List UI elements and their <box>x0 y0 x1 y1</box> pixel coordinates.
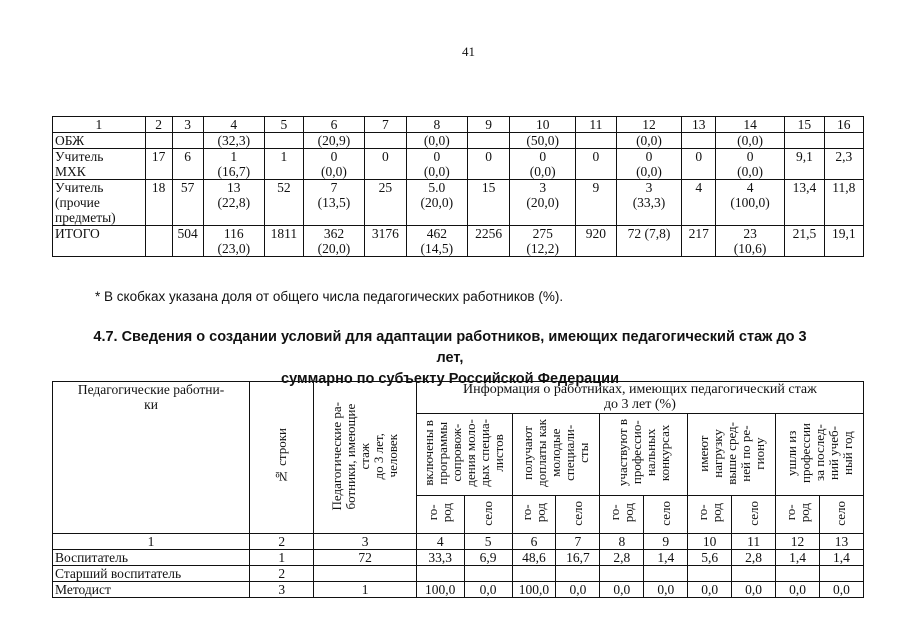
table1-cell: 0 <box>467 149 509 180</box>
table1-cell <box>145 133 172 149</box>
header-sub-label: го- род <box>425 503 455 523</box>
table1-cell: 116 (23,0) <box>203 226 264 257</box>
table1-row <box>53 180 864 226</box>
header-group-label: получают доплаты как молодые специали- сты <box>519 419 591 487</box>
table1-cell <box>576 133 617 149</box>
table1-header-cell: 13 <box>682 117 716 133</box>
table1-cell: 275 (12,2) <box>510 226 576 257</box>
table2-cell: 0,0 <box>732 582 776 598</box>
table2-cell: 0,0 <box>556 582 600 598</box>
column-number: 11 <box>732 534 776 550</box>
table2-cell: 0,0 <box>819 582 863 598</box>
footnote: * В скобках указана доля от общего числа педагогических работников (%). <box>95 289 564 304</box>
column-number: 7 <box>556 534 600 550</box>
table2-cell: 2 <box>250 566 314 582</box>
table1-header-cell: 16 <box>824 117 863 133</box>
table1-cell: 0 (0,0) <box>303 149 364 180</box>
header-sub-label: село <box>569 500 585 526</box>
table2-cell: 0,0 <box>776 582 820 598</box>
table1-cell: 72 (7,8) <box>616 226 682 257</box>
table1-cell: 21,5 <box>785 226 824 257</box>
table2-cell: 0,0 <box>464 582 512 598</box>
table1-cell <box>785 133 824 149</box>
header-info: Информация о работниках, имеющих педагогический стаж до 3 лет (%) <box>416 382 863 414</box>
table1-cell: Учитель (прочие предметы) <box>53 180 146 226</box>
table2-row <box>53 566 864 582</box>
table1-header-cell: 1 <box>53 117 146 133</box>
table1-cell: 19,1 <box>824 226 863 257</box>
header-sub-village <box>644 496 688 534</box>
header-sub-label: го- род <box>518 503 548 523</box>
header-row-number: № строки <box>250 382 314 534</box>
table1-header-cell: 15 <box>785 117 824 133</box>
table2-cell <box>416 566 464 582</box>
header-group-label: включены в программы сопровож- дения моло- дых специа- листов <box>421 419 507 487</box>
header-sub-village <box>556 496 600 534</box>
table1-header-cell: 6 <box>303 117 364 133</box>
table1-cell: 7 (13,5) <box>303 180 364 226</box>
header-group-label: ушли из профессии за послед- ний учеб- ный год <box>783 423 855 483</box>
table1-row <box>53 133 864 149</box>
table1-cell: 0 <box>576 149 617 180</box>
column-number: 8 <box>600 534 644 550</box>
table2-cell <box>464 566 512 582</box>
table2-cell <box>512 566 556 582</box>
table1-header-cell: 12 <box>616 117 682 133</box>
adaptation-table <box>52 381 864 598</box>
table1-header-cell: 11 <box>576 117 617 133</box>
header-group-3 <box>600 414 688 496</box>
table1-cell: 2,3 <box>824 149 863 180</box>
header-sub-city <box>688 496 732 534</box>
column-number: 9 <box>644 534 688 550</box>
table1-header-cell: 7 <box>365 117 407 133</box>
table2-cell: 2,8 <box>732 550 776 566</box>
table2-cell <box>819 566 863 582</box>
table1-cell: 0 (0,0) <box>510 149 576 180</box>
header-sub-city <box>600 496 644 534</box>
header-sub-city <box>776 496 820 534</box>
table1-cell <box>145 226 172 257</box>
table1-header-row <box>53 117 864 133</box>
table1-cell: ОБЖ <box>53 133 146 149</box>
table1-cell: (20,9) <box>303 133 364 149</box>
table2-cell <box>644 566 688 582</box>
header-sub-village <box>819 496 863 534</box>
table2-row <box>53 550 864 566</box>
table1-cell <box>172 133 203 149</box>
column-number: 10 <box>688 534 732 550</box>
table1-cell: 57 <box>172 180 203 226</box>
table1-cell: Учитель МХК <box>53 149 146 180</box>
table2-cell <box>732 566 776 582</box>
table2-cell <box>600 566 644 582</box>
table1-cell: 13,4 <box>785 180 824 226</box>
table2-cell: 1 <box>250 550 314 566</box>
table1-cell: (0,0) <box>616 133 682 149</box>
table2-cell: Воспитатель <box>53 550 250 566</box>
header-sub-city <box>512 496 556 534</box>
table2-cell: Старший воспитатель <box>53 566 250 582</box>
header-sub-label: село <box>745 500 761 526</box>
table2-cell: 100,0 <box>416 582 464 598</box>
table2-cell: 6,9 <box>464 550 512 566</box>
page-number: 41 <box>462 44 475 59</box>
table1-cell: 504 <box>172 226 203 257</box>
header-sub-label: село <box>480 500 496 526</box>
header-group-label: имеют нагрузку выше сред- ней по ре- гиону <box>695 421 767 485</box>
header-sub-label: село <box>833 500 849 526</box>
table1-header-cell: 2 <box>145 117 172 133</box>
table1-cell: 1 (16,7) <box>203 149 264 180</box>
table2-cell: 0,0 <box>688 582 732 598</box>
table1-cell: 9,1 <box>785 149 824 180</box>
table1-cell: 17 <box>145 149 172 180</box>
table2-cell: 3 <box>250 582 314 598</box>
table1-cell: 11,8 <box>824 180 863 226</box>
column-number: 2 <box>250 534 314 550</box>
header-sub-label: село <box>657 500 673 526</box>
table1-cell: 25 <box>365 180 407 226</box>
table1-cell: 0 (0,0) <box>616 149 682 180</box>
header-workers: Педагогические работни- ки <box>53 382 250 534</box>
table1-cell: 13 (22,8) <box>203 180 264 226</box>
table1-cell: 2256 <box>467 226 509 257</box>
table1-header-cell: 4 <box>203 117 264 133</box>
table1-cell: 0 <box>365 149 407 180</box>
table2-cell: 48,6 <box>512 550 556 566</box>
staff-share-table <box>52 116 864 257</box>
column-number: 13 <box>819 534 863 550</box>
table2-cell: 0,0 <box>644 582 688 598</box>
table1-cell: 9 <box>576 180 617 226</box>
table2-cell: 100,0 <box>512 582 556 598</box>
column-number: 3 <box>314 534 417 550</box>
table1-cell: 462 (14,5) <box>406 226 467 257</box>
table1-header-cell: 14 <box>716 117 785 133</box>
table2-cell <box>556 566 600 582</box>
table1-cell <box>467 133 509 149</box>
table2-cell: 16,7 <box>556 550 600 566</box>
column-number: 12 <box>776 534 820 550</box>
table1-cell: (32,3) <box>203 133 264 149</box>
table1-cell: (50,0) <box>510 133 576 149</box>
table1-cell: 18 <box>145 180 172 226</box>
table1-cell <box>682 133 716 149</box>
table1-cell: 4 (100,0) <box>716 180 785 226</box>
table2-cell: 1,4 <box>644 550 688 566</box>
table1-cell <box>824 133 863 149</box>
table1-cell: 920 <box>576 226 617 257</box>
table2-cell: 1,4 <box>776 550 820 566</box>
table1-cell <box>264 133 303 149</box>
table1-cell: 0 (0,0) <box>406 149 467 180</box>
table1-cell: 0 <box>682 149 716 180</box>
header-sub-label: го- род <box>606 503 636 523</box>
table1-cell: 217 <box>682 226 716 257</box>
header-group-5 <box>776 414 864 496</box>
table2-cell: Методист <box>53 582 250 598</box>
table1-header-cell: 3 <box>172 117 203 133</box>
table1-row <box>53 226 864 257</box>
column-number: 5 <box>464 534 512 550</box>
table1-cell: (0,0) <box>406 133 467 149</box>
table2-cell: 72 <box>314 550 417 566</box>
table1-cell: ИТОГО <box>53 226 146 257</box>
table1-cell: 3 (20,0) <box>510 180 576 226</box>
table2-cell: 1 <box>314 582 417 598</box>
table1-cell <box>365 133 407 149</box>
header-group-2 <box>512 414 600 496</box>
header-sub-label: го- род <box>694 503 724 523</box>
table1-cell: 4 <box>682 180 716 226</box>
table1-cell: 362 (20,0) <box>303 226 364 257</box>
column-number: 6 <box>512 534 556 550</box>
table1-cell: (0,0) <box>716 133 785 149</box>
header-group-label: участвуют в профессио- нальных конкурсах <box>614 419 672 487</box>
header-group-1 <box>416 414 512 496</box>
table1-cell: 0 (0,0) <box>716 149 785 180</box>
section-heading: 4.7. Сведения о создании условий для адаптации работников, имеющих педагогический стаж до 3 лет, суммарно по субъекту Российской Федерации <box>93 329 807 387</box>
table1-header-cell: 9 <box>467 117 509 133</box>
table1-cell: 1 <box>264 149 303 180</box>
header-group-4 <box>688 414 776 496</box>
table1-cell: 3176 <box>365 226 407 257</box>
table1-cell: 5.0 (20,0) <box>406 180 467 226</box>
table1-cell: 23 (10,6) <box>716 226 785 257</box>
table1-cell: 3 (33,3) <box>616 180 682 226</box>
header-sub-village <box>732 496 776 534</box>
header-sub-village <box>464 496 512 534</box>
column-number: 1 <box>53 534 250 550</box>
table2-cell: 2,8 <box>600 550 644 566</box>
table2-cell <box>314 566 417 582</box>
table2-cell: 0,0 <box>600 582 644 598</box>
table1-header-cell: 10 <box>510 117 576 133</box>
table2-cell <box>688 566 732 582</box>
header-count: Педагогические ра- ботники, имеющие стаж до 3 лет, человек <box>314 382 417 534</box>
table1-cell: 52 <box>264 180 303 226</box>
header-sub-label: го- род <box>782 503 812 523</box>
table2-cell: 5,6 <box>688 550 732 566</box>
header-sub-city <box>416 496 464 534</box>
table2-cell: 33,3 <box>416 550 464 566</box>
column-number: 4 <box>416 534 464 550</box>
table1-cell: 1811 <box>264 226 303 257</box>
table1-row <box>53 149 864 180</box>
table1-header-cell: 5 <box>264 117 303 133</box>
table2-cell: 1,4 <box>819 550 863 566</box>
table1-header-cell: 8 <box>406 117 467 133</box>
table2-row <box>53 582 864 598</box>
table2-cell <box>776 566 820 582</box>
table1-cell: 6 <box>172 149 203 180</box>
table1-cell: 15 <box>467 180 509 226</box>
